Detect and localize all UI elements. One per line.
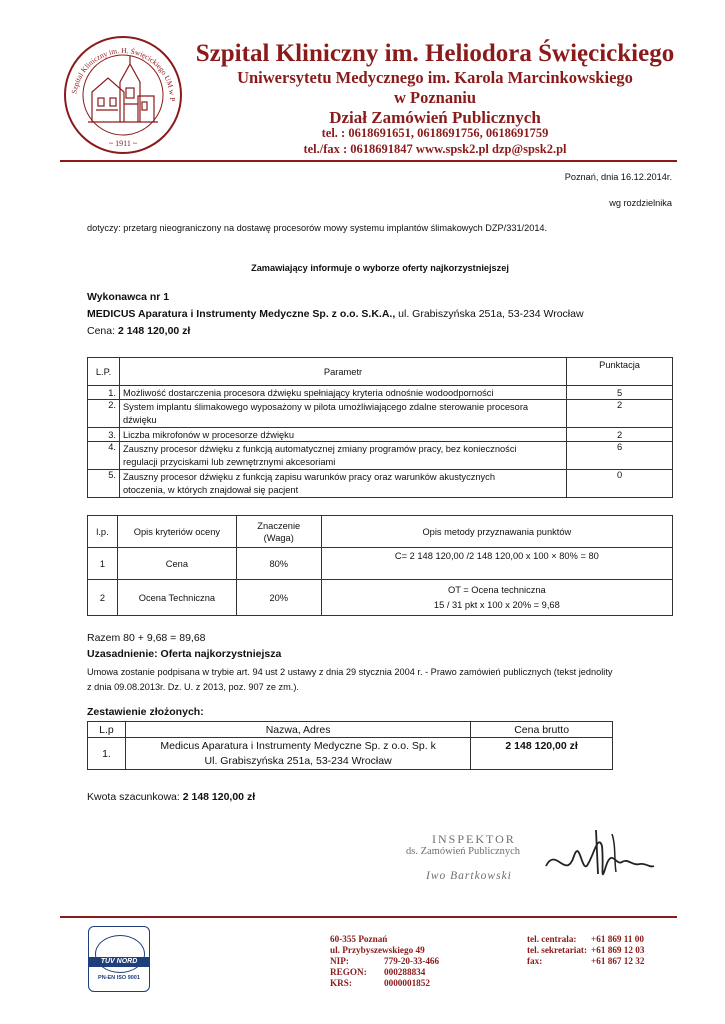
- justification-text-2: z dnia 09.08.2013r. Dz. U. z 2013, poz. 907 ze zm.).: [87, 682, 299, 692]
- param-text: Zauszny procesor dźwięku z funkcją zapisu warunków pracy oraz warunków akustycznych: [122, 471, 496, 482]
- footer-ids-labels: [330, 956, 367, 988]
- svg-text:Szpital Kliniczny im. H. Święc: Szpital Kliniczny im. H. Święcickiego UM w P: [69, 45, 178, 102]
- city-line: w Poznaniu: [393, 88, 477, 107]
- col-header-lp: L.P.: [88, 358, 120, 386]
- estimate-value: 2 148 120,00 zł: [182, 791, 256, 803]
- contractor-price: [87, 325, 190, 337]
- table-header-row: [88, 516, 673, 548]
- krs-value: 0000001852: [384, 977, 430, 988]
- regon-value: 000288834: [384, 966, 426, 977]
- contractor-heading: Wykonawca nr 1: [87, 291, 170, 303]
- table-row: [88, 548, 673, 580]
- col-header-name: Nazwa, Adres: [125, 722, 470, 738]
- offers-table: [87, 721, 613, 770]
- param-text: Liczba mikrofonów w procesorze dźwięku: [122, 429, 294, 440]
- fax-number: +61 867 12 32: [591, 955, 645, 966]
- row-param: [119, 470, 566, 498]
- contractor-line: [87, 308, 584, 320]
- table-row: [88, 428, 673, 442]
- tel-secretariat-label: tel. sekretariat:: [527, 944, 588, 955]
- tuv-brand: TÜV NORD: [89, 957, 149, 967]
- col-header-points: Punktacja: [567, 358, 673, 386]
- method-line-2: 15 / 31 pkt x 100 x 20% = 9,68: [433, 599, 560, 610]
- criteria-table: [87, 515, 673, 616]
- row-lp: 1: [88, 548, 118, 580]
- param-text: System implantu ślimakowego wyposażony w pilota umożliwiającego zdalne sterowanie procesora: [122, 401, 529, 412]
- row-param: [119, 442, 566, 470]
- footer-divider: [60, 916, 677, 918]
- row-param: [119, 428, 566, 442]
- row-lp: 4.: [88, 442, 120, 470]
- department-name: Dział Zamówień Publicznych: [329, 108, 541, 127]
- table-row: [88, 580, 673, 616]
- krs-label: KRS:: [330, 977, 352, 988]
- param-text: Możliwość dostarczenia procesora dźwięku spełniający kryteria odnośnie wodoodporności: [122, 387, 494, 398]
- header-divider: [60, 160, 677, 162]
- table-row: [88, 400, 673, 428]
- place-date: Poznań, dnia 16.12.2014r.: [564, 172, 672, 182]
- row-weight: 20%: [236, 580, 321, 616]
- recipient: wg rozdzielnika: [609, 198, 672, 208]
- offers-heading: Zestawienie złożonych:: [87, 706, 204, 718]
- tel-secretariat: +61 869 12 03: [591, 944, 645, 955]
- row-param: [119, 400, 566, 428]
- fax-web-line: tel./fax : 0618691847 www.spsk2.pl dzp@spsk2.pl: [303, 142, 567, 156]
- footer-postal: 60-355 Poznań: [330, 934, 388, 944]
- stamp-subtitle: ds. Zamówień Publicznych: [406, 846, 521, 857]
- footer-address-block: [330, 934, 425, 956]
- row-criterion: Cena: [117, 548, 236, 580]
- total-score: Razem 80 + 9,68 = 89,68: [87, 632, 206, 644]
- estimate: [87, 791, 255, 803]
- col-header-param: Parametr: [119, 358, 566, 386]
- tuv-circle-icon: [95, 935, 145, 973]
- table-row: [88, 442, 673, 470]
- hospital-seal-logo: [62, 34, 184, 156]
- nip-value: 779-20-33-466: [384, 956, 440, 966]
- row-lp: 2.: [88, 400, 120, 428]
- hospital-name: Szpital Kliniczny im. Heliodora Święcickiego: [195, 40, 675, 67]
- col-header-price: Cena brutto: [471, 722, 613, 738]
- offer-address: Ul. Grabiszyńska 251a, 53-234 Wrocław: [204, 754, 392, 767]
- fax-label: fax:: [527, 955, 543, 966]
- table-row: [88, 738, 613, 770]
- row-points: 5: [567, 386, 673, 400]
- param-text-cont: dźwięku: [122, 414, 157, 425]
- notice-heading: Zamawiający informuje o wyborze oferty najkorzystniejszej: [251, 263, 509, 273]
- contractor-address: ul. Grabiszyńska 251a, 53-234 Wrocław: [395, 308, 584, 320]
- col-header-method: Opis metody przyznawania punktów: [321, 516, 672, 548]
- tel-central-label: tel. centrala:: [527, 934, 577, 944]
- stamp-title: INSPEKTOR: [432, 832, 516, 846]
- col-header-criterion: Opis kryteriów oceny: [117, 516, 236, 548]
- row-criterion: Ocena Techniczna: [117, 580, 236, 616]
- parameters-table: [87, 357, 673, 498]
- row-points: 2: [567, 400, 673, 428]
- param-text: Zauszny procesor dźwięku z funkcją automatycznej zmiany programów pracy, bez konieczności: [122, 443, 517, 454]
- row-method: C= 2 148 120,00 /2 148 120,00 x 100 × 80% = 80: [321, 548, 672, 580]
- price-label: Cena:: [87, 325, 118, 337]
- handwritten-signature: [536, 826, 658, 896]
- row-lp: 3.: [88, 428, 120, 442]
- param-text-cont: regulacji przyciskami lub zewnętrznymi akcesoriami: [122, 456, 336, 467]
- row-name-address: [125, 738, 470, 770]
- university-name: Uniwersytetu Medycznego im. Karola Marcinkowskiego: [237, 68, 633, 87]
- subject-line: dotyczy: przetarg nieograniczony na dostawę procesorów mowy systemu implantów ślimakowych DZP/331/2014.: [87, 223, 548, 233]
- svg-text:~ 1911 ~: ~ 1911 ~: [108, 139, 138, 148]
- price-value: 2 148 120,00 zł: [117, 325, 191, 337]
- col-header-lp: L.p: [88, 722, 126, 738]
- tuv-nord-certificate-logo: [88, 926, 150, 992]
- table-header-row: [88, 722, 613, 738]
- table-header-row: [88, 358, 673, 386]
- footer-street: ul. Przybyszewskiego 49: [330, 944, 425, 955]
- row-lp: 2: [88, 580, 118, 616]
- justification-text-1: Umowa zostanie podpisana w trybie art. 94 ust 2 ustawy z dnia 29 stycznia 2004 r. - Prawo zamówień publicznych (tekst jednolity: [87, 667, 613, 677]
- col-header-weight: [236, 516, 321, 548]
- row-method: [321, 580, 672, 616]
- contractor-name: MEDICUS Aparatura i Instrumenty Medyczne Sp. z o.o. S.K.A.,: [87, 308, 396, 320]
- row-lp: 5.: [88, 470, 120, 498]
- row-points: 6: [567, 442, 673, 470]
- table-row: [88, 470, 673, 498]
- offer-name: Medicus Aparatura i Instrumenty Medyczne Sp. z o.o. Sp. k: [160, 739, 436, 752]
- justification-heading: Uzasadnienie: Oferta najkorzystniejsza: [87, 648, 282, 660]
- row-weight: 80%: [236, 548, 321, 580]
- param-text-cont: otoczenia, w których znajdował się pacjent: [122, 484, 299, 495]
- regon-label: REGON:: [330, 966, 367, 977]
- estimate-label: Kwota szacunkowa:: [87, 791, 183, 803]
- weight-header-2: (Waga): [263, 532, 294, 543]
- table-row: [88, 386, 673, 400]
- row-param: [119, 386, 566, 400]
- row-points: 2: [567, 428, 673, 442]
- row-lp: 1.: [88, 386, 120, 400]
- tuv-standard: PN-EN ISO 9001: [98, 975, 140, 981]
- weight-header-1: Znaczenie: [257, 520, 301, 531]
- footer-ids-values: [384, 956, 439, 988]
- row-lp: 1.: [88, 738, 126, 770]
- footer-phone-labels: [527, 934, 587, 966]
- phone-line: tel. : 0618691651, 0618691756, 0618691759: [321, 126, 549, 140]
- row-points: 0: [567, 470, 673, 498]
- stamp-name: Iwo Bartkowski: [426, 870, 512, 882]
- method-line-1: OT = Ocena techniczna: [447, 584, 546, 595]
- tel-central: +61 869 11 00: [591, 934, 644, 944]
- row-price: 2 148 120,00 zł: [471, 738, 613, 770]
- footer-phone-values: [591, 934, 644, 966]
- nip-label: NIP:: [330, 956, 349, 966]
- col-header-lp: l.p.: [88, 516, 118, 548]
